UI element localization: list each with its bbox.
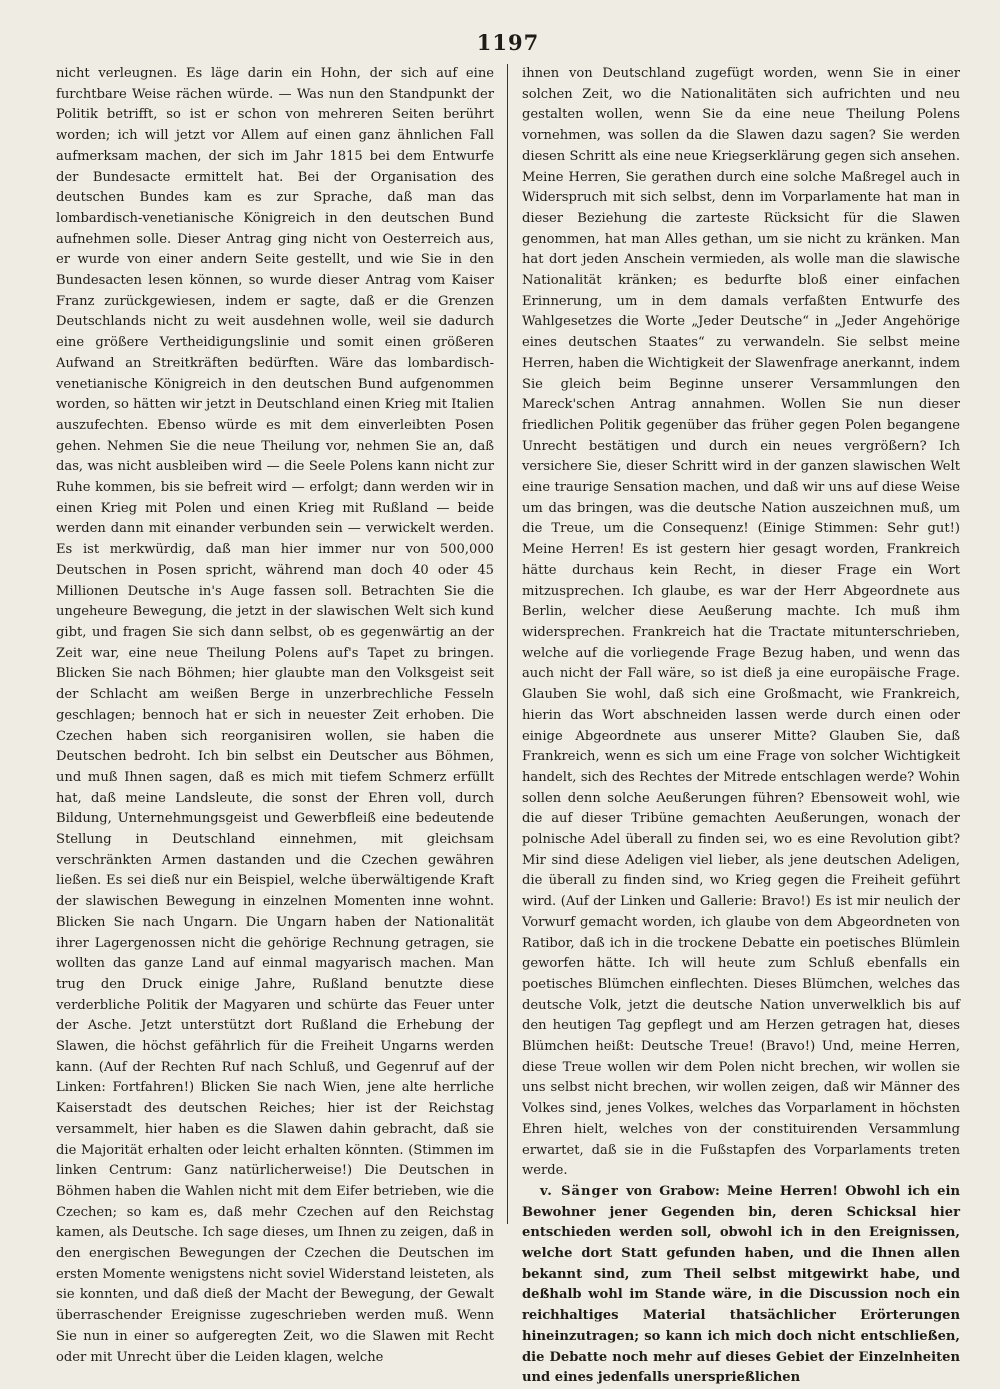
left-paragraph: nicht verleugnen. Es läge darin ein Hohn, der sich auf eine furchtbare Weise rächen würde. — Was nun den Standpunkt der Politik betrifft, so ist er schon von mehreren Seiten berührt worden; ich will jetzt vor Allem auf einen ganz ähnlichen Fall aufmerksam machen, der sich im Jahr 1815 bei dem Entwurfe der Bundesacte ermittelt hat. Bei der Organisation des deutschen Bundes kam es zur Sprache, daß man das lombardisch-venetianische Königreich in den deutschen Bund aufnehmen solle. Dieser Antrag ging nicht von Oesterreich aus, er wurde von einer andern Seite gestellt, und wie Sie in den Bundesacten lesen können, so wurde dieser Antrag vom Kaiser Franz zurückgewiesen, indem er sagte, daß er die Grenzen Deutschlands nicht zu weit ausdehnen wolle, weil sie dadurch eine größere Vertheidigungslinie und somit einen größeren Aufwand an Streitkräften bedürften. Wäre das lombardisch-venetianische Königreich in den deutschen Bund aufgenommen worden, so hätten wir jetzt in Deutschland einen Krieg mit Italien auszufechten. Ebenso würde es mit dem einverleibten Posen gehen. Nehmen Sie die neue Theilung vor, nehmen Sie an, daß das, was nicht ausbleiben wird — die Seele Polens kann nicht zur Ruhe kommen, bis sie befreit wird — erfolgt; dann werden wir in einen Krieg mit Polen und einen Krieg mit Rußland — beide werden dann mit einander verbunden sein — verwickelt werden. Es ist merkwürdig, daß man hier immer nur von 500,000 Deutschen in Posen spricht, während man doch 40 oder 45 Millionen Deutsche in's Auge fassen soll. Betrachten Sie die ungeheure Bewegung, die jetzt in der slawischen Welt sich kund gibt, und fragen Sie sich dann selbst, ob es gegenwärtig an der Zeit war, eine neue Theilung Polens auf's Tapet zu bringen. Blicken Sie nach Böhmen; hier glaubte man den Volksgeist seit der Schlacht am weißen Berge in unzerbrechliche Fesseln geschlagen; bennoch hat er sich in neuester Zeit erhoben. Die Czechen haben sich reorganisiren wollen, sie haben die Deutschen bedroht. Ich bin selbst ein Deutscher aus Böhmen, und muß Ihnen sagen, daß es mich mit tiefem Schmerz erfüllt hat, daß meine Landsleute, die sonst der Ehren voll, durch Bildung, Unternehmungsgeist und Gewerbfleiß eine bedeutende Stellung in Deutschland einnehmen, mit gleichsam verschränkten Armen dastanden und die Czechen gewähren ließen. Es sei dieß nur ein Beispiel, welche überwältigende Kraft der slawischen Bewegung in einzelnen Momenten inne wohnt. Blicken Sie nach Ungarn. Die Ungarn haben der Nationalität ihrer Lagergenossen nicht die gehörige Rechnung getragen, sie wollten das ganze Land auf einmal magyarisch machen. Man trug den Druck einige Jahre, Rußland benutzte diese verderbliche Politik der Magyaren und schürte das Feuer unter der Asche. Jetzt unterstützt dort Rußland die Erhebung der Slawen, die höchst gefährlich für die Freiheit Ungarns werden kann. (Auf der Rechten Ruf nach Schluß, und Gegenruf auf der Linken: Fortfahren!) Blicken Sie nach Wien, jene alte herrliche Kaiserstadt des deutschen Reiches; hier ist der Reichstag versammelt, hier haben es die Slawen dahin gebracht, daß sie die Majorität erhalten oder leicht erhalten könnten. (Stimmen im linken Centrum: Ganz natürlicherweise!) Die Deutschen in Böhmen haben die Wahlen nicht mit dem Eifer betrieben, wie die Czechen; so kam es, daß mehr Czechen auf den Reichstag kamen, als Deutsche. Ich sage dieses, um Ihnen zu zeigen, daß in den energischen Bewegungen der Czechen die Deutschen im ersten Momente wenigstens nicht soviel Widerstand leisteten, als sie konnten, und daß dieß der Macht der Bewegung, der Gewalt überraschender Ereignisse zugeschrieben werden muß. Wenn Sie nun in einer so aufgeregten Zeit, wo die Slawen mit Recht oder mit Unrecht über die Leiden klagen, welche bbox=[56, 66, 494, 1365]
speech-text: Meine Herren! Obwohl ich ein Bewohner jener Gegenden bin, deren Schicksal hier entschieden werden soll, obwohl ich in den Ereignissen, welche dort Statt gefunden haben, und die Ihnen allen bekannt sind, zum Theil selbst mitgewirkt habe, und deßhalb wohl im Stande wäre, in die Discussion noch ein reichhaltiges Material thatsächlicher Erörterungen hineinzutragen; so kann ich mich doch nicht entschließen, die Debatte noch mehr auf dieses Gebiet der Einzelnheiten und eines jedenfalls unersprießlichen bbox=[522, 1183, 960, 1386]
column-divider bbox=[507, 64, 508, 1224]
speaker-name: v. Sänger bbox=[540, 1183, 619, 1199]
left-column bbox=[56, 64, 494, 1389]
text-columns bbox=[56, 64, 960, 1389]
right-column bbox=[522, 64, 960, 1389]
speaker-origin: von Grabow: bbox=[626, 1183, 720, 1199]
speech-paragraph bbox=[522, 1182, 960, 1389]
page-number: 1197 bbox=[476, 30, 540, 55]
right-paragraph: ihnen von Deutschland zugefügt worden, wenn Sie in einer solchen Zeit, wo die Nationalitäten sich aufrichten und neu gestalten wollen, wenn Sie da eine neue Theilung Polens vornehmen, was sollen da die Slawen dazu sagen? Sie werden diesen Schritt als eine neue Kriegserklärung gegen sich ansehen. Meine Herren, Sie gerathen durch eine solche Maßregel auch in Widerspruch mit sich selbst, denn im Vorparlamente hat man in dieser Beziehung die zarteste Rücksicht für die Slawen genommen, hat man Alles gethan, um sie nicht zu kränken. Man hat dort jeden Anschein vermieden, als wolle man die slawische Nationalität kränken; es bedurfte bloß einer einfachen Erinnerung, um in dem damals verfaßten Entwurfe des Wahlgesetzes die Worte „Jeder Deutsche“ in „Jeder Angehörige eines deutschen Staates“ zu verwandeln. Sie selbst meine Herren, haben die Wichtigkeit der Slawenfrage anerkannt, indem Sie gleich beim Beginne unserer Versammlungen den Mareck'schen Antrag annahmen. Wollen Sie nun dieser friedlichen Politik gegenüber das früher gegen Polen begangene Unrecht bestätigen und durch ein neues vergrößern? Ich versichere Sie, dieser Schritt wird in der ganzen slawischen Welt eine traurige Sensation machen, und daß wir uns auf diese Weise um das bringen, was die deutsche Nation auszeichnen muß, um die Treue, um die Consequenz! (Einige Stimmen: Sehr gut!) Meine Herren! Es ist gestern hier gesagt worden, Frankreich hätte durchaus kein Recht, in dieser Frage ein Wort mitzusprechen. Ich glaube, es war der Herr Abgeordnete aus Berlin, welcher diese Aeußerung machte. Ich muß ihm widersprechen. Frankreich hat die Tractate mitunterschrieben, welche auf die vorliegende Frage Bezug haben, und wenn das auch nicht der Fall wäre, so ist dieß ja eine europäische Frage. Glauben Sie wohl, daß sich eine Großmacht, wie Frankreich, hierin das Wort abschneiden lassen werde durch einen oder einige Abgeordnete aus unserer Mitte? Glauben Sie, daß Frankreich, wenn es sich um eine Frage von solcher Wichtigkeit handelt, sich des Rechtes der Mitrede entschlagen werde? Wohin sollen denn solche Aeußerungen führen? Ebensoweit wohl, wie die auf dieser Tribüne gemachten Aeußerungen, wonach der polnische Adel überall zu finden sei, wo es eine Revolution gibt? Mir sind diese Adeligen viel lieber, als jene deutschen Adeligen, die überall zu finden sind, wo Krieg gegen die Freiheit geführt wird. (Auf der Linken und Gallerie: Bravo!) Es ist mir neulich der Vorwurf gemacht worden, ich glaube von dem Abgeordneten von Ratibor, daß ich in die trockene Debatte ein poetisches Blümlein geworfen hätte. Ich will heute zum Schluß ebenfalls ein poetisches Blümchen einflechten. Dieses Blümchen, welches das deutsche Volk, jetzt die deutsche Nation unverwelklich bis auf den heutigen Tag gepflegt und am Herzen getragen hat, dieses Blümchen heißt: Deutsche Treue! (Bravo!) Und, meine Herren, diese Treue wollen wir dem Polen nicht brechen, wir wollen sie uns selbst nicht brechen, wir wollen zeigen, daß wir Männer des Volkes sind, jenes Volkes, welches das Vorparlament in höchsten Ehren hielt, welches von der constituirenden Versammlung erwartet, daß sie in die Fußstapfen des Vorparlaments treten werde. bbox=[522, 66, 960, 1179]
